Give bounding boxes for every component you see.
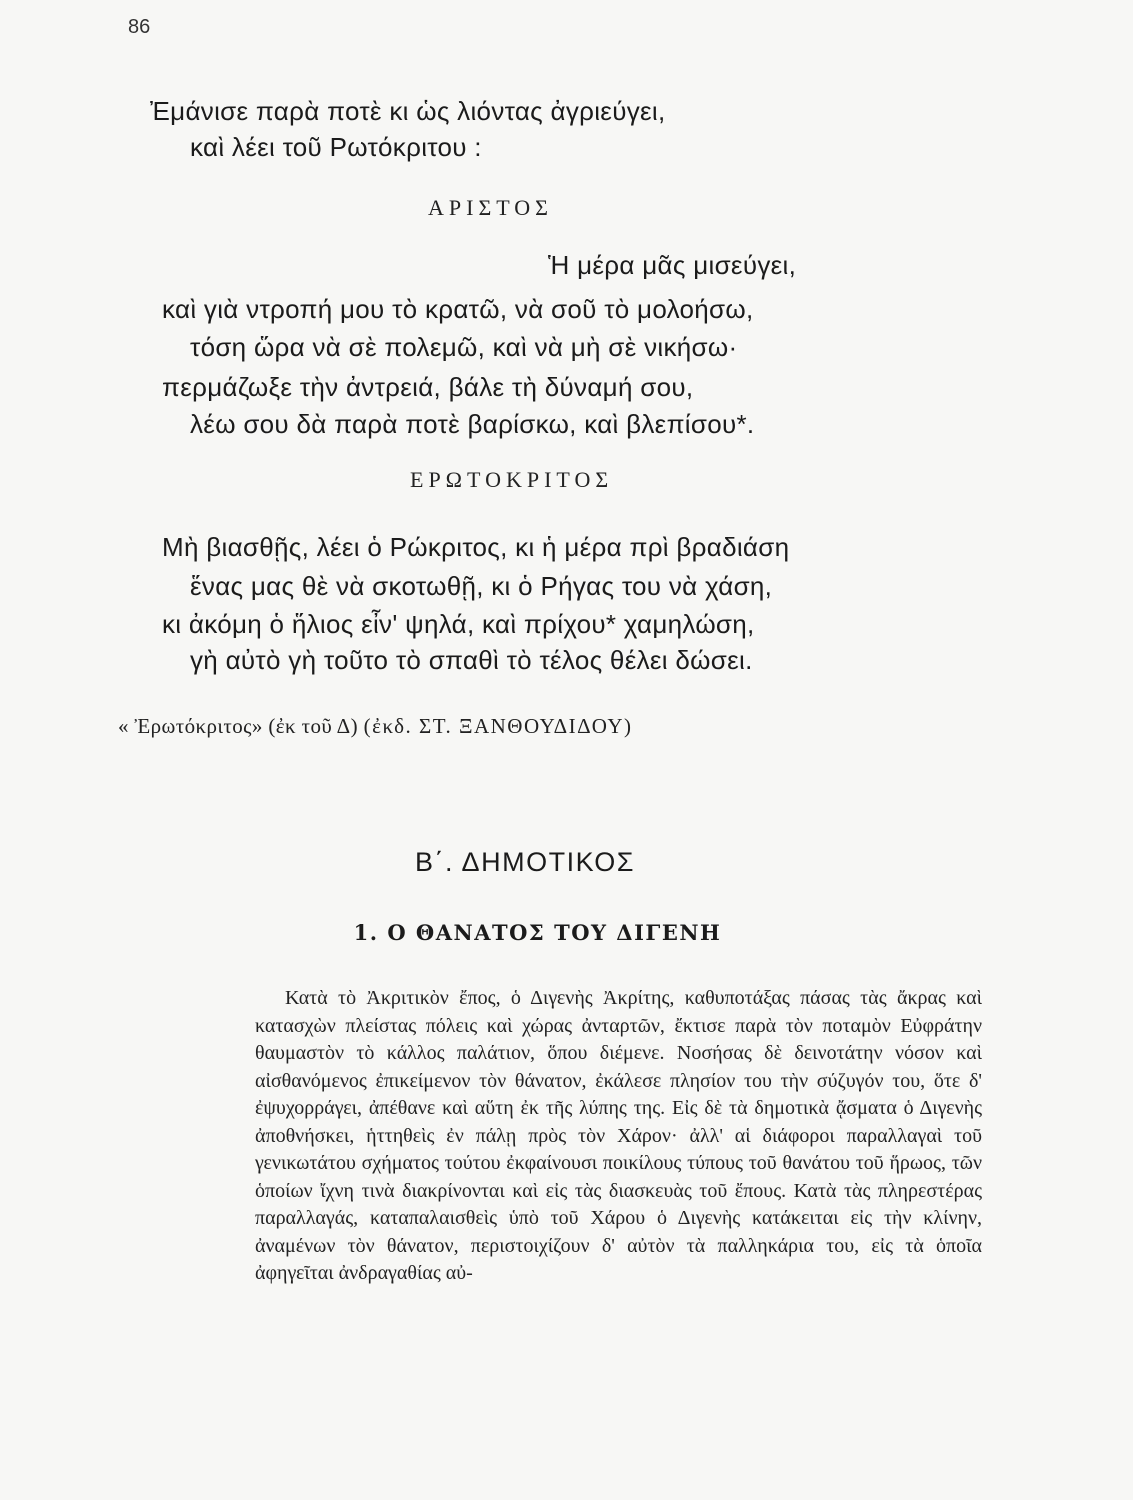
source-citation — [118, 714, 633, 739]
poem-line: Ἐμάνισε παρὰ ποτὲ κι ὡς λιόντας ἀγριεύγει, — [150, 96, 666, 126]
poem-line: κι ἀκόμη ὁ ἥλιος εἶν' ψηλά, καὶ πρίχου* χαμηλώση, — [162, 609, 755, 639]
poem-line: Ἡ μέρα μᾶς μισεύγει, — [548, 250, 797, 280]
page-number: 86 — [128, 16, 151, 38]
poem-line: ἕνας μας θὲ νὰ σκοτωθῇ, κι ὁ Ρήγας του νὰ χάση, — [190, 571, 773, 601]
poem-line: γὴ αὐτὸ γὴ τοῦτο τὸ σπαθὶ τὸ τέλος θέλει δώσει. — [190, 645, 753, 675]
article-title: 1. Ο ΘΑΝΑΤΟΣ ΤΟΥ ΔΙΓΕΝΗ — [353, 920, 722, 945]
speaker-heading: ΑΡΙΣΤΟΣ — [428, 195, 553, 220]
article-body — [255, 985, 982, 1288]
speaker-heading: ΕΡΩΤΟΚΡΙΤΟΣ — [410, 467, 614, 492]
poem-line: καὶ λέει τοῦ Ρωτόκριτου : — [190, 132, 482, 162]
source-work: « Ἐρωτόκριτος» (ἐκ τοῦ Δ) — [118, 714, 358, 738]
poem-line: Μὴ βιασθῇς, λέει ὁ Ρώκριτος, κι ἡ μέρα πρὶ βραδιάση — [162, 532, 790, 562]
poem-line: λέω σου δὰ παρὰ ποτὲ βαρίσκω, καὶ βλεπίσου*. — [190, 409, 755, 439]
poem-line: καὶ γιὰ ντροπή μου τὸ κρατῶ, νὰ σοῦ τὸ μολοήσω, — [162, 294, 754, 324]
source-edition: (ἐκδ. ΣΤ. ΞΑΝΘΟΥΔΙΔΟΥ) — [363, 714, 633, 738]
article-paragraph: Κατὰ τὸ Ἀκριτικὸν ἔπος, ὁ Διγενὴς Ἀκρίτης, καθυποτάξας πάσας τὰς ἄκρας καὶ κατασχὼν πλείστας πόλεις καὶ χώρας ἀνταρτῶν, ἔκτισε παρὰ τὸν ποταμὸν Εὐφράτην θαυμαστὸν τὸ κάλλος παλάτιον, ὅπου διέμενε. Νοσήσας δὲ δεινοτάτην νόσον καὶ αἰσθανόμενος ἐπικείμενον τὸν θάνατον, ἐκάλεσε πλησίον του τὴν σύζυγόν του, ὅτε δ' ἐψυχορράγει, ἀπέθανε καὶ αὕτη ἐκ τῆς λύπης της. Εἰς δὲ τὰ δημοτικὰ ᾄσματα ὁ Διγενὴς ἀποθνήσκει, ἡττηθεὶς ἐν πάλῃ πρὸς τὸν Χάρον· ἀλλ' αἱ διάφοροι παραλλαγαὶ τοῦ γενικωτάτου σχήματος τούτου ἐκφαίνουσι ποικίλους τύπους τοῦ θανάτου τοῦ ἥρωος, τῶν ὁποίων ἴχνη τινὰ διακρίνονται καὶ εἰς τὰς διασκευὰς τοῦ ἔπους. Κατὰ τὰς πληρεστέρας παραλλαγάς, καταπαλαισθεὶς ὑπὸ τοῦ Χάρου ὁ Διγενὴς κατάκειται εἰς τὴν κλίνην, ἀναμένων τὸν θάνατον, περιστοιχίζουν δ' αὐτὸν τὰ παλληκάρια του, εἰς τὰ ὁποῖα ἀφηγεῖται ἀνδραγαθίας αὐ- — [255, 987, 982, 1284]
poem-line: περμάζωξε τὴν ἀντρειά, βάλε τὴ δύναμή σου, — [162, 372, 694, 402]
poem-line: τόση ὥρα νὰ σὲ πολεμῶ, καὶ νὰ μὴ σὲ νικήσω· — [190, 332, 738, 362]
section-title: Β΄. ΔΗΜΟΤΙΚΟΣ — [415, 847, 635, 877]
